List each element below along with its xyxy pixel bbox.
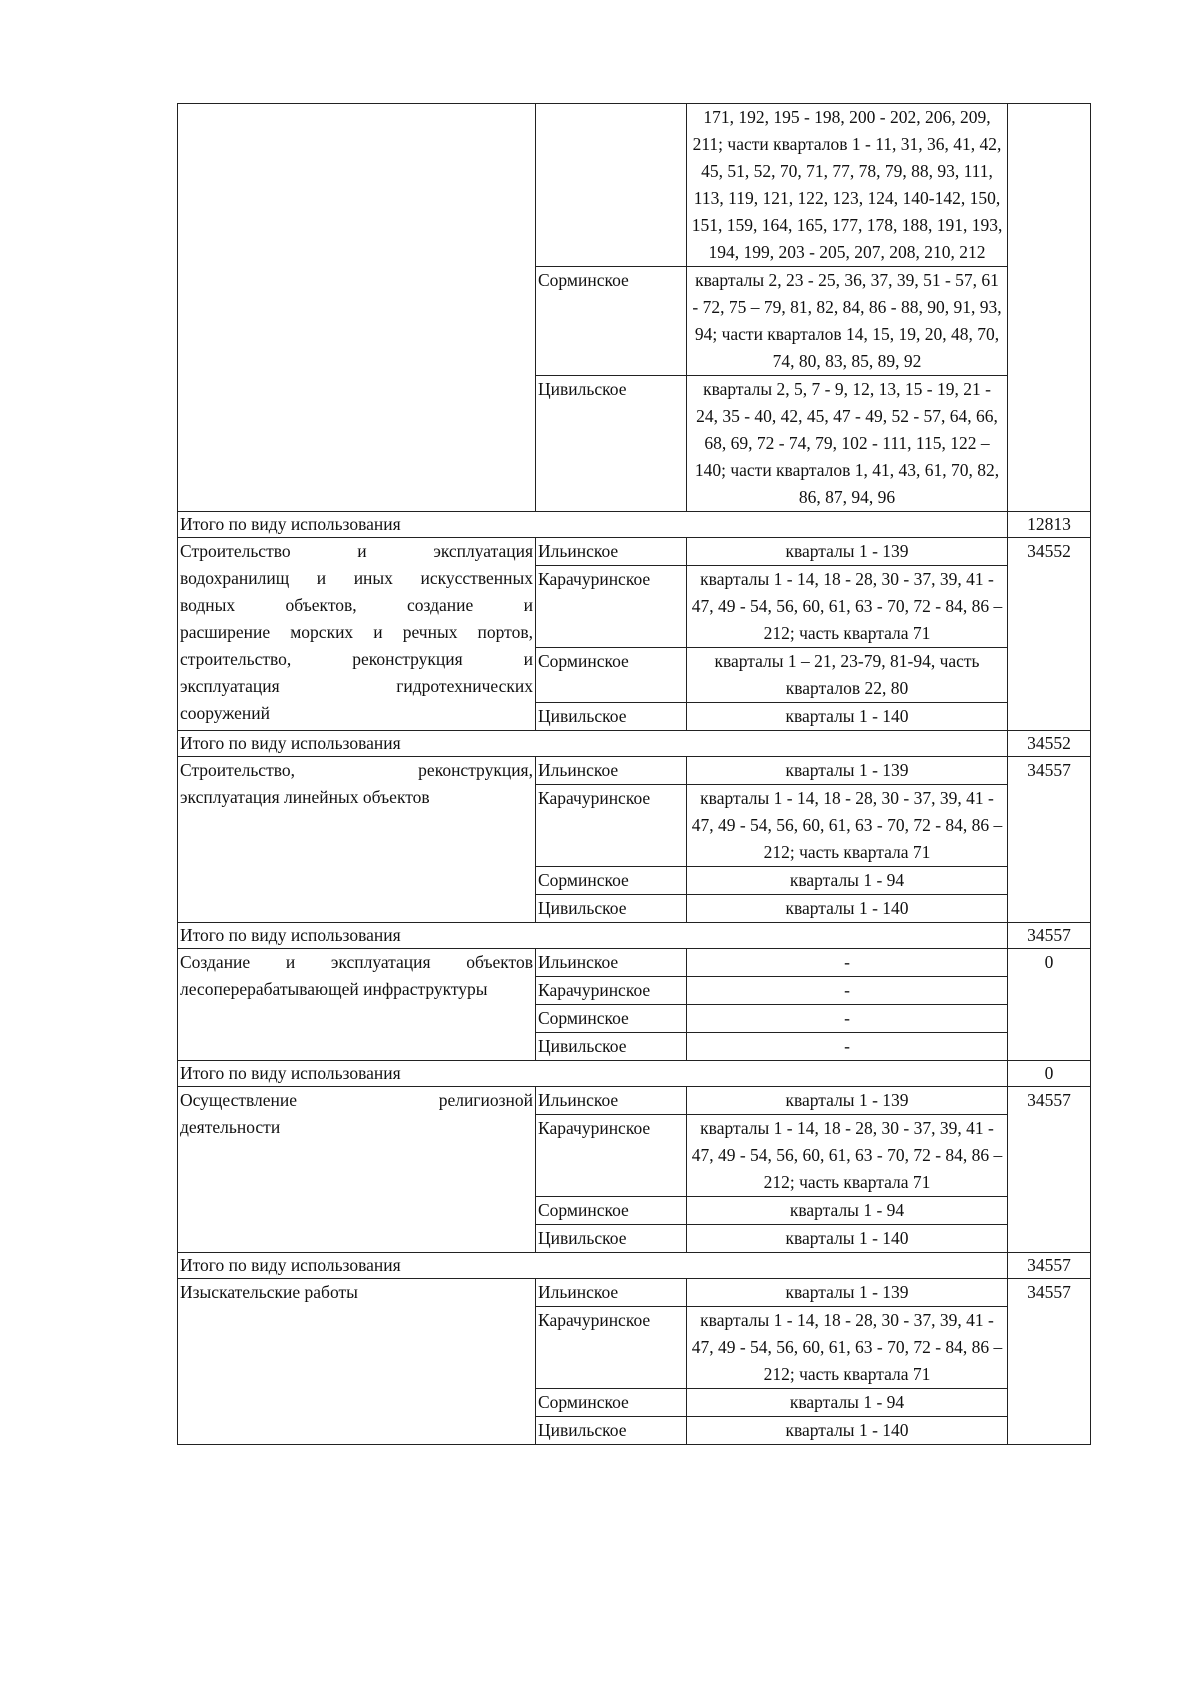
- total-row: [178, 512, 1091, 538]
- usage-type-line: водных объектов, создание и: [180, 595, 533, 615]
- forestry-cell: Карачуринское: [536, 977, 687, 1005]
- forestry-cell: Цивильское: [536, 376, 687, 512]
- usage-type-text: [180, 757, 533, 811]
- total-row: [178, 1061, 1091, 1087]
- forestry-cell: Цивильское: [536, 895, 687, 923]
- area-cell: 34552: [1008, 538, 1091, 731]
- quarters-cell: -: [687, 1033, 1008, 1061]
- total-value: 0: [1008, 1061, 1091, 1087]
- total-value: 34552: [1008, 731, 1091, 757]
- quarters-cell: кварталы 1 - 140: [687, 1225, 1008, 1253]
- usage-type-line: Изыскательские работы: [180, 1282, 358, 1302]
- total-row: [178, 923, 1091, 949]
- forestry-cell: Сорминское: [536, 267, 687, 376]
- area-cell: [1008, 104, 1091, 512]
- forestry-cell: Ильинское: [536, 757, 687, 785]
- total-label: Итого по виду использования: [178, 731, 1008, 757]
- forestry-cell: Карачуринское: [536, 785, 687, 867]
- forestry-cell: Сорминское: [536, 867, 687, 895]
- quarters-cell: 171, 192, 195 - 198, 200 - 202, 206, 209, 211; части кварталов 1 - 11, 31, 36, 41, 42, 45, 51, 52, 70, 71, 77, 78, 79, 88, 93, 111, 113, 119, 121, 122, 123, 124, 140-142, 150, 151, 159, 164, 165, 177, 178, 188, 191, 193, 194, 199, 203 - 205, 207, 208, 210, 212: [687, 104, 1008, 267]
- usage-type-line: эксплуатация гидротехнических: [180, 676, 533, 696]
- quarters-cell: кварталы 1 – 21, 23-79, 81-94, часть кварталов 22, 80: [687, 648, 1008, 703]
- usage-type-line: Осуществление религиозной: [180, 1090, 533, 1110]
- forestry-cell: Цивильское: [536, 1225, 687, 1253]
- usage-type-line: водохранилищ и иных искусственных: [180, 568, 533, 588]
- total-value: 34557: [1008, 1253, 1091, 1279]
- forestry-cell: Цивильское: [536, 1033, 687, 1061]
- quarters-cell: кварталы 1 - 94: [687, 1389, 1008, 1417]
- total-label: Итого по виду использования: [178, 1061, 1008, 1087]
- quarters-cell: кварталы 1 - 139: [687, 1279, 1008, 1307]
- forestry-cell: Ильинское: [536, 538, 687, 566]
- usage-type-line: Строительство и эксплуатация: [180, 541, 533, 561]
- forestry-cell: Ильинское: [536, 949, 687, 977]
- usage-type-text: [180, 1087, 533, 1141]
- forestry-cell: Карачуринское: [536, 1115, 687, 1197]
- forestry-cell: Ильинское: [536, 1279, 687, 1307]
- usage-type-line: эксплуатация линейных объектов: [180, 787, 430, 807]
- usage-type-line: Строительство, реконструкция,: [180, 760, 533, 780]
- quarters-cell: кварталы 1 - 94: [687, 1197, 1008, 1225]
- forestry-cell: Сорминское: [536, 1197, 687, 1225]
- table-row: [178, 757, 1091, 785]
- usage-type-line: лесоперерабатывающей инфраструктуры: [180, 979, 488, 999]
- total-label: Итого по виду использования: [178, 923, 1008, 949]
- quarters-cell: кварталы 1 - 139: [687, 757, 1008, 785]
- usage-type-line: сооружений: [180, 703, 271, 723]
- forestry-cell: Карачуринское: [536, 566, 687, 648]
- usage-type-cell: [178, 1279, 536, 1445]
- table-row: [178, 949, 1091, 977]
- quarters-cell: кварталы 2, 23 - 25, 36, 37, 39, 51 - 57, 61 - 72, 75 – 79, 81, 82, 84, 86 - 88, 90, 91, 93, 94; части кварталов 14, 15, 19, 20, 48, 70, 74, 80, 83, 85, 89, 92: [687, 267, 1008, 376]
- quarters-cell: кварталы 1 - 14, 18 - 28, 30 - 37, 39, 41 - 47, 49 - 54, 56, 60, 61, 63 - 70, 72 - 84, 86 – 212; часть квартала 71: [687, 785, 1008, 867]
- area-cell: 34557: [1008, 757, 1091, 923]
- total-row: [178, 731, 1091, 757]
- area-cell: 34557: [1008, 1087, 1091, 1253]
- usage-type-line: расширение морских и речных портов,: [180, 622, 533, 642]
- quarters-cell: кварталы 1 - 94: [687, 867, 1008, 895]
- quarters-cell: кварталы 1 - 14, 18 - 28, 30 - 37, 39, 41 - 47, 49 - 54, 56, 60, 61, 63 - 70, 72 - 84, 86 – 212; часть квартала 71: [687, 1115, 1008, 1197]
- usage-type-text: [180, 538, 533, 727]
- quarters-cell: кварталы 1 - 139: [687, 538, 1008, 566]
- quarters-cell: кварталы 1 - 140: [687, 703, 1008, 731]
- area-cell: 34557: [1008, 1279, 1091, 1445]
- usage-type-cell: [178, 949, 536, 1061]
- area-cell: 0: [1008, 949, 1091, 1061]
- quarters-cell: кварталы 1 - 139: [687, 1087, 1008, 1115]
- usage-type-text: [180, 1279, 533, 1306]
- forestry-cell: Цивильское: [536, 1417, 687, 1445]
- quarters-cell: кварталы 1 - 14, 18 - 28, 30 - 37, 39, 41 - 47, 49 - 54, 56, 60, 61, 63 - 70, 72 - 84, 86 – 212; часть квартала 71: [687, 1307, 1008, 1389]
- total-label: Итого по виду использования: [178, 512, 1008, 538]
- usage-type-cell: [178, 757, 536, 923]
- forestry-cell: Цивильское: [536, 703, 687, 731]
- table-row: [178, 104, 1091, 267]
- usage-type-line: Создание и эксплуатация объектов: [180, 952, 533, 972]
- quarters-cell: -: [687, 977, 1008, 1005]
- total-value: 34557: [1008, 923, 1091, 949]
- quarters-cell: кварталы 2, 5, 7 - 9, 12, 13, 15 - 19, 21 - 24, 35 - 40, 42, 45, 47 - 49, 52 - 57, 64, 66, 68, 69, 72 - 74, 79, 102 - 111, 115, 122 – 140; части кварталов 1, 41, 43, 61, 70, 82, 86, 87, 94, 96: [687, 376, 1008, 512]
- quarters-cell: кварталы 1 - 14, 18 - 28, 30 - 37, 39, 41 - 47, 49 - 54, 56, 60, 61, 63 - 70, 72 - 84, 86 – 212; часть квартала 71: [687, 566, 1008, 648]
- forestry-cell: [536, 104, 687, 267]
- forestry-cell: Сорминское: [536, 1005, 687, 1033]
- table-row: [178, 1087, 1091, 1115]
- usage-type-line: деятельности: [180, 1117, 281, 1137]
- total-label: Итого по виду использования: [178, 1253, 1008, 1279]
- quarters-cell: -: [687, 1005, 1008, 1033]
- forestry-cell: Сорминское: [536, 1389, 687, 1417]
- usage-type-cell: [178, 1087, 536, 1253]
- table-body: [178, 104, 1091, 1445]
- quarters-cell: кварталы 1 - 140: [687, 895, 1008, 923]
- usage-type-cell: [178, 538, 536, 731]
- quarters-cell: кварталы 1 - 140: [687, 1417, 1008, 1445]
- usage-type-text: [180, 949, 533, 1003]
- total-row: [178, 1253, 1091, 1279]
- table-row: [178, 1279, 1091, 1307]
- forestry-cell: Ильинское: [536, 1087, 687, 1115]
- quarters-cell: -: [687, 949, 1008, 977]
- usage-type-cell: [178, 104, 536, 512]
- table-row: [178, 538, 1091, 566]
- total-value: 12813: [1008, 512, 1091, 538]
- forestry-cell: Карачуринское: [536, 1307, 687, 1389]
- forest-use-table: [177, 103, 1091, 1445]
- usage-type-line: строительство, реконструкция и: [180, 649, 533, 669]
- forestry-cell: Сорминское: [536, 648, 687, 703]
